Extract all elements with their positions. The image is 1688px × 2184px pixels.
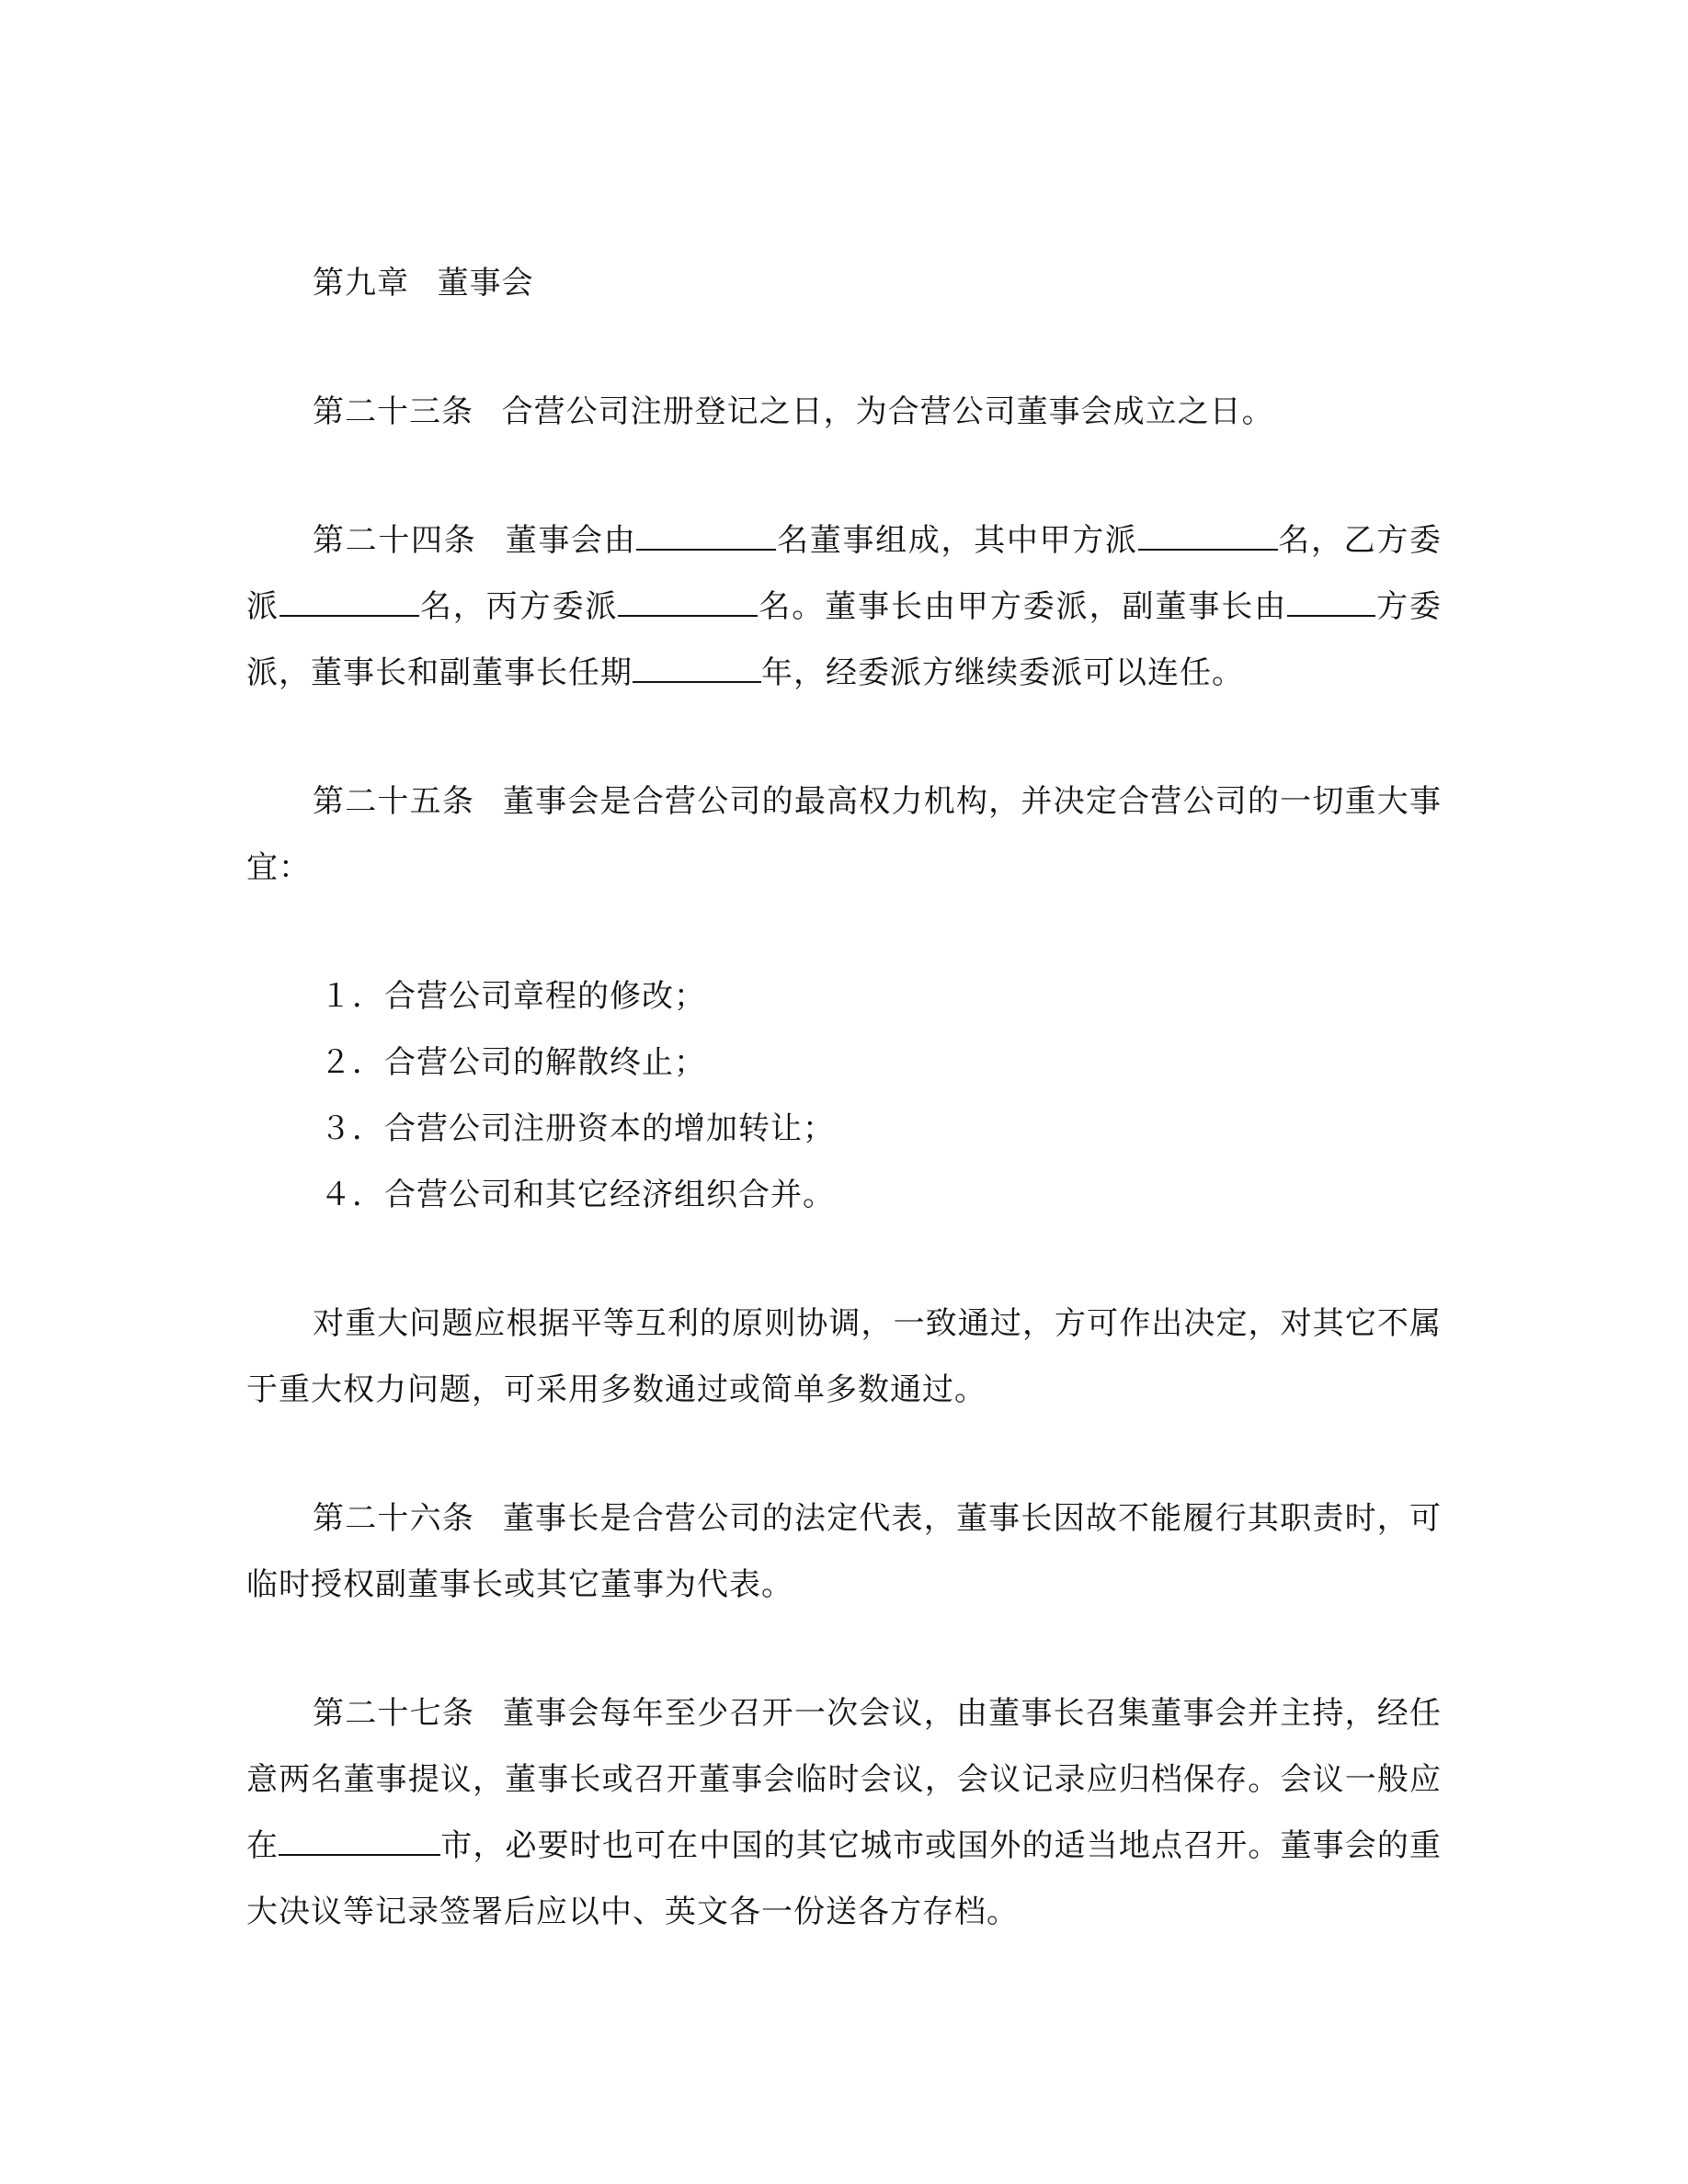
document-body [246,250,1442,2008]
article-24-part-5: 名。董事长由甲方委派，副董事长由 [758,588,1288,625]
list-item-number: １． [320,978,384,1015]
list-item [246,1029,1442,1096]
chapter-number: 第九章 [313,265,409,301]
blank-term-years [633,650,761,683]
article-25-list [246,963,1442,1228]
list-item-number: ４． [320,1177,384,1213]
article-25 [246,768,1442,901]
article-23-text: 合营公司注册登记之日，为合营公司董事会成立之日。 [501,393,1274,430]
article-24-part-4: 名，丙方委派 [418,588,619,625]
blank-party-a-count [1138,518,1278,551]
list-item-text: 合营公司的解散终止； [384,1044,706,1081]
article-23 [246,379,1442,445]
list-item [246,1162,1442,1228]
article-24 [246,507,1442,706]
article-24-part-3: 名，乙方委派 [246,522,1443,625]
list-item-text: 合营公司和其它经济组织合并。 [384,1177,835,1213]
article-25-text: 董事会是合营公司的最高权力机构，并决定合营公司的一切重大事宜： [246,783,1443,886]
article-27-part-1: 董事会每年至少召开一次会议，由董事长召集董事会并主持，经任意两名董事提议，董事长或召开董事会临时会议，会议记录应归档保存。会议一般应在 [246,1695,1443,1864]
blank-director-count [636,518,776,551]
list-item-number: ２． [320,1044,384,1081]
article-24-label: 第二十四条 [313,522,477,559]
article-25-note: 对重大问题应根据平等互利的原则协调，一致通过，方可作出决定，对其它不属于重大权力问题，可采用多数通过或简单多数通过。 [246,1305,1442,1408]
list-item-number: ３． [320,1110,384,1147]
list-item [246,963,1442,1029]
article-27-part-2: 市，必要时也可在中国的其它城市或国外的适当地点召开。董事会的重大决议等记录签署后应以中、英文各一份送各方存档。 [246,1827,1442,1930]
article-26 [246,1485,1442,1618]
article-26-text: 董事长是合营公司的法定代表，董事长因故不能履行其职责时，可临时授权副董事长或其它董事为代表。 [246,1500,1443,1603]
article-27 [246,1680,1442,1945]
chapter-title: 董事会 [437,265,534,301]
article-24-part-1: 董事会由 [505,522,637,559]
article-23-label: 第二十三条 [313,393,473,430]
blank-party-c-count [618,584,758,617]
article-25-label: 第二十五条 [313,783,475,820]
blank-meeting-city [279,1823,440,1856]
article-24-part-7: 年，经委派方继续委派可以连任。 [761,654,1244,691]
article-24-part-6: 方委派，董事长和副董事长任期 [246,588,1443,691]
article-24-part-2: 名董事组成，其中甲方派 [776,522,1138,559]
blank-party-b-count [279,584,419,617]
list-item-text: 合营公司注册资本的增加转让； [384,1110,835,1147]
chapter-heading [246,250,1442,316]
list-item-text: 合营公司章程的修改； [384,978,706,1015]
blank-vice-chairman-party [1287,584,1375,617]
list-item [246,1096,1442,1162]
article-27-label: 第二十七条 [313,1695,475,1732]
article-26-label: 第二十六条 [313,1500,475,1537]
